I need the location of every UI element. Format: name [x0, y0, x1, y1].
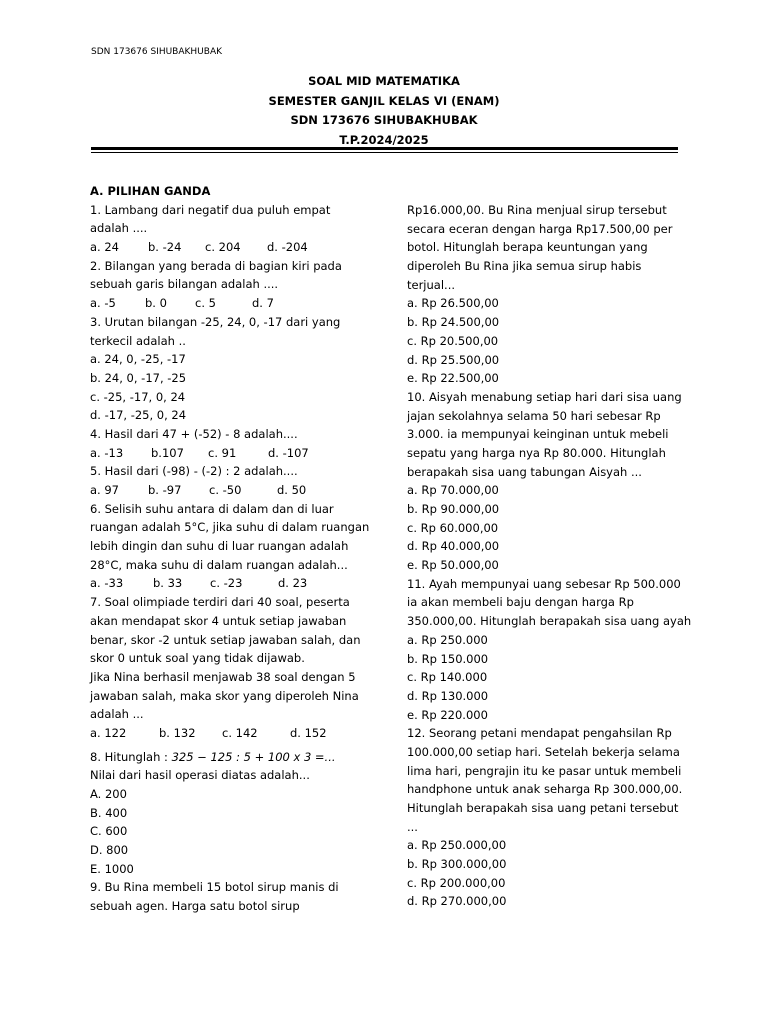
- question-10-cont: jajan sekolahnya selama 50 hari sebesar Rp: [407, 408, 661, 423]
- question-7-cont: skor 0 untuk soal yang tidak dijawab.: [90, 651, 305, 666]
- option: e. Rp 22.500,00: [407, 371, 499, 386]
- question-4-options: [90, 444, 390, 463]
- option: d. Rp 270.000,00: [407, 894, 507, 909]
- question-9-cont: Rp16.000,00. Bu Rina menjual sirup tersebut: [407, 203, 667, 217]
- school-header: SDN 173676 SIHUBAKHUBAK: [91, 47, 222, 57]
- exam-year: T.P.2024/2025: [339, 132, 429, 147]
- question-8: [90, 748, 390, 767]
- option: a. -13: [90, 445, 124, 460]
- question-9-cont: diperoleh Bu Rina jika semua sirup habis: [407, 259, 642, 274]
- question-7-cont: adalah ...: [90, 707, 144, 722]
- option: d. -17, -25, 0, 24: [90, 408, 187, 423]
- question-3-cont: terkecil adalah ..: [90, 333, 186, 348]
- question-9: 9. Bu Rina membeli 15 botol sirup manis di: [90, 880, 339, 895]
- question-6: 6. Selisih suhu antara di dalam dan di luar: [90, 501, 334, 516]
- question-9-cont: botol. Hitunglah berapa keuntungan yang: [407, 240, 648, 255]
- option: a. -33: [90, 576, 124, 591]
- question-9-cont: secara eceran dengan harga Rp17.500,00 per: [407, 221, 673, 236]
- option: a. 122: [90, 725, 127, 740]
- option: e. Rp 220.000: [407, 707, 488, 722]
- option: b. 24, 0, -17, -25: [90, 370, 187, 385]
- option: d. Rp 130.000: [407, 688, 489, 703]
- left-column: [90, 182, 390, 916]
- option: a. Rp 70.000,00: [407, 483, 499, 498]
- header-divider-thick: [91, 147, 678, 150]
- question-10-cont: 3.000. ia mempunyai keinginan untuk mebeli: [407, 427, 669, 442]
- question-8-cont: Nilai dari hasil operasi diatas adalah...: [90, 768, 310, 783]
- option: e. Rp 50.000,00: [407, 558, 499, 573]
- option: d. 23: [278, 576, 308, 591]
- option: c. Rp 140.000: [407, 670, 488, 685]
- option: a. Rp 26.500,00: [407, 296, 499, 311]
- exam-title: SOAL MID MATEMATIKA: [308, 74, 460, 88]
- option: c. 204: [205, 240, 241, 255]
- option: c. -25, -17, 0, 24: [90, 389, 186, 404]
- option: b. -97: [148, 483, 182, 497]
- option: C. 600: [90, 824, 128, 839]
- question-6-cont: 28°C, maka suhu di dalam ruangan adalah...: [90, 557, 348, 572]
- option: c. 5: [195, 296, 216, 311]
- exam-semester: SEMESTER GANJIL KELAS VI (ENAM): [268, 93, 500, 108]
- question-7-cont: benar, skor -2 untuk setiap jawaban salah, dan: [90, 632, 361, 647]
- option: c. 91: [208, 445, 237, 460]
- option: a. Rp 250.000,00: [407, 838, 507, 853]
- option: b. Rp 90.000,00: [407, 502, 500, 516]
- option: c. -23: [210, 576, 243, 591]
- option: b. Rp 300.000,00: [407, 857, 507, 872]
- option: b. 132: [159, 725, 196, 740]
- option: c. Rp 20.500,00: [407, 333, 499, 348]
- question-2: 2. Bilangan yang berada di bagian kiri pada: [90, 258, 342, 273]
- option: c. Rp 200.000,00: [407, 875, 506, 890]
- option: b. 0: [145, 296, 167, 311]
- option: d. 50: [277, 483, 307, 497]
- question-10-cont: berapakah sisa uang tabungan Aisyah ...: [407, 464, 642, 479]
- option: A. 200: [90, 787, 127, 801]
- question-10: 10. Aisyah menabung setiap hari dari sisa uang: [407, 389, 682, 404]
- option: b. 33: [153, 576, 183, 591]
- option: c. 142: [222, 725, 258, 740]
- question-8-label: 8. Hitunglah :: [90, 749, 172, 764]
- question-11: 11. Ayah mempunyai uang sebesar Rp 500.000: [407, 576, 681, 591]
- question-9-cont: sebuah agen. Harga satu botol sirup: [90, 899, 300, 914]
- option: a. 24: [90, 240, 119, 255]
- option: a. -5: [90, 296, 116, 311]
- option: d. 152: [290, 725, 327, 740]
- option: D. 800: [90, 843, 129, 858]
- option: E. 1000: [90, 861, 134, 876]
- question-7-options: [90, 724, 390, 743]
- question-10-cont: sepatu yang harga nya Rp 80.000. Hitunglah: [407, 445, 666, 460]
- question-12-cont: lima hari, pengrajin itu ke pasar untuk membeli: [407, 763, 682, 778]
- option: b. -24: [148, 240, 182, 255]
- question-7-cont: jawaban salah, maka skor yang diperoleh Nina: [90, 688, 359, 703]
- question-7-cont: Jika Nina berhasil menjawab 38 soal dengan 5: [90, 669, 356, 684]
- question-12-cont: ...: [407, 819, 418, 834]
- option: d. Rp 40.000,00: [407, 539, 500, 554]
- option: d. 7: [252, 296, 274, 311]
- option: c. -50: [209, 483, 242, 497]
- question-11-cont: ia akan membeli baju dengan harga Rp: [407, 595, 634, 610]
- question-6-cont: ruangan adalah 5°C, jika suhu di dalam ruangan: [90, 520, 370, 535]
- question-1-cont: adalah ....: [90, 221, 148, 236]
- question-6-options: [90, 574, 390, 593]
- question-12-cont: handphone untuk anak seharga Rp 300.000,00.: [407, 782, 683, 797]
- exam-school: SDN 173676 SIHUBAKHUBAK: [290, 113, 478, 127]
- question-5-options: [90, 481, 390, 500]
- option: a. 97: [90, 483, 119, 497]
- right-column: [407, 201, 697, 911]
- section-heading: A. PILIHAN GANDA: [90, 184, 211, 198]
- question-1: 1. Lambang dari negatif dua puluh empat: [90, 202, 331, 217]
- option: a. 24, 0, -25, -17: [90, 352, 186, 367]
- question-2-options: [90, 294, 390, 313]
- question-9-cont: terjual...: [407, 277, 456, 292]
- question-8-expression: 325 − 125 : 5 + 100 x 3 =...: [171, 749, 336, 764]
- question-12: 12. Seorang petani mendapat pengahsilan Rp: [407, 726, 672, 741]
- question-3: 3. Urutan bilangan -25, 24, 0, -17 dari yang: [90, 314, 341, 329]
- question-2-cont: sebuah garis bilangan adalah ....: [90, 277, 279, 292]
- question-12-cont: Hitunglah berapakah sisa uang petani tersebut: [407, 801, 679, 815]
- question-6-cont: lebih dingin dan suhu di luar ruangan adalah: [90, 539, 349, 554]
- question-5: 5. Hasil dari (-98) - (-2) : 2 adalah....: [90, 464, 298, 479]
- option: c. Rp 60.000,00: [407, 520, 499, 535]
- question-11-cont: 350.000,00. Hitunglah berapakah sisa uang ayah: [407, 614, 692, 629]
- question-7: 7. Soal olimpiade terdiri dari 40 soal, peserta: [90, 595, 350, 610]
- option: b. Rp 24.500,00: [407, 315, 500, 330]
- exam-title-block: [0, 72, 768, 150]
- question-1-options: [90, 238, 390, 257]
- question-7-cont: akan mendapat skor 4 untuk setiap jawaban: [90, 613, 347, 628]
- question-4: 4. Hasil dari 47 + (-52) - 8 adalah....: [90, 426, 298, 441]
- option: d. Rp 25.500,00: [407, 352, 500, 367]
- question-12-cont: 100.000,00 setiap hari. Setelah bekerja selama: [407, 744, 680, 759]
- option: d. -204: [267, 240, 308, 255]
- header-divider-thin: [91, 152, 678, 153]
- option: B. 400: [90, 805, 128, 820]
- option: d. -107: [268, 445, 309, 460]
- option: b. Rp 150.000: [407, 651, 489, 666]
- option: a. Rp 250.000: [407, 632, 488, 647]
- option: b.107: [151, 445, 184, 460]
